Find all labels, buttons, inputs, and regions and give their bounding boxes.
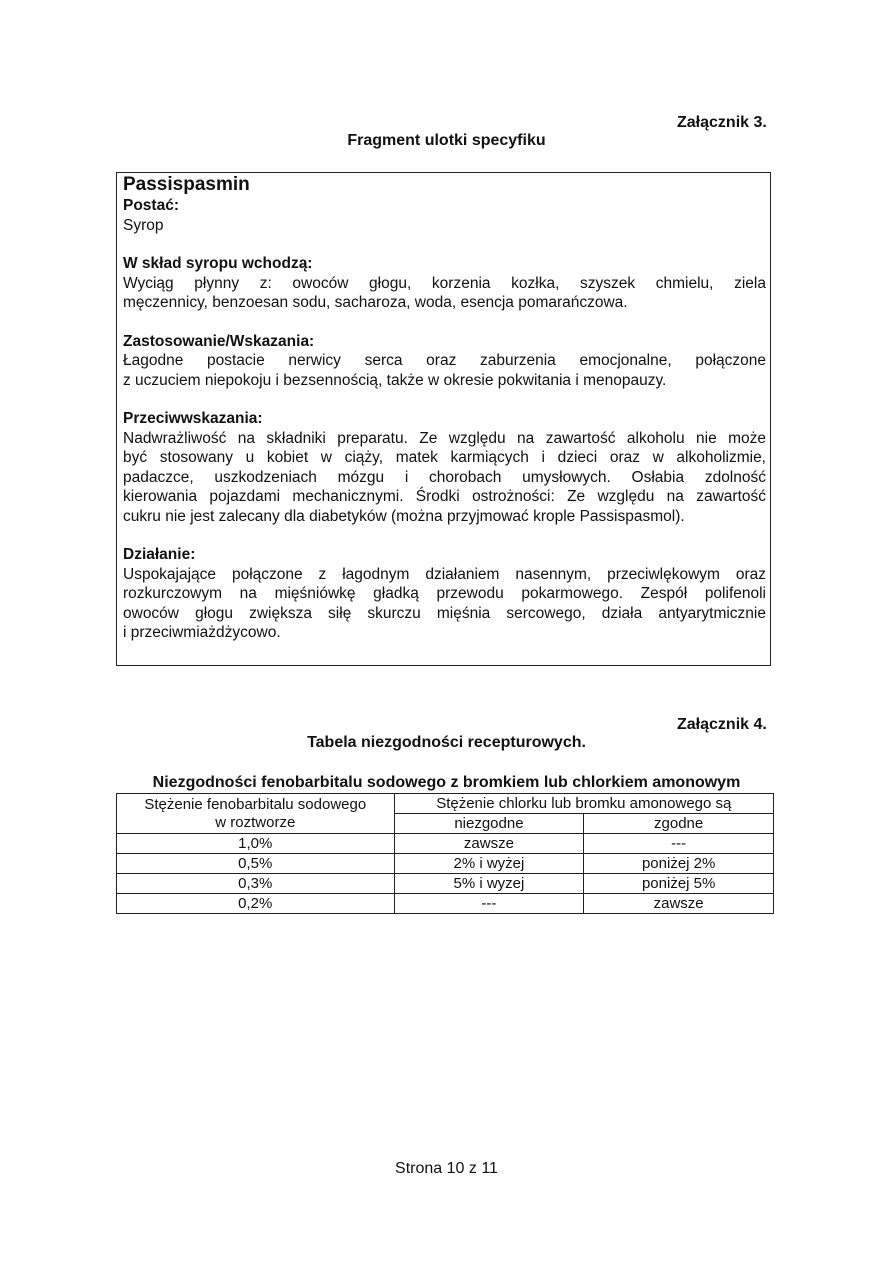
col-incompatible-header: niezgodne (394, 814, 584, 834)
cell-concentration: 0,2% (117, 894, 395, 914)
annex3-title: Fragment ulotki specyfiku (347, 132, 546, 149)
contraindications-line: Nadwrażliwość na składniki preparatu. Ze względu na zawartość alkoholu nie może (123, 429, 766, 447)
indications-line: z uczuciem niepokoju i bezsennością, także w okresie pokwitania i menopauzy. (123, 371, 667, 389)
table-row (117, 854, 774, 874)
page-number: Strona 10 z 11 (395, 1160, 498, 1177)
cell-incompatible: zawsze (394, 834, 584, 854)
leaflet-box (116, 172, 771, 666)
cell-compatible: poniżej 5% (584, 874, 774, 894)
action-heading: Działanie: (123, 546, 196, 563)
col-compatible-header: zgodne (584, 814, 774, 834)
col1-header (117, 794, 395, 834)
action-line: i przeciwmiażdżycowo. (123, 624, 281, 641)
action-line: owoców głogu zwiększa siłę skurczu mięśnia sercowego, działa antyarytmicznie (123, 604, 766, 622)
cell-incompatible: --- (394, 894, 584, 914)
composition-heading: W skład syropu wchodzą: (123, 255, 313, 272)
cell-incompatible: 5% i wyzej (394, 874, 584, 894)
cell-concentration: 1,0% (117, 834, 395, 854)
cell-incompatible: 2% i wyżej (394, 854, 584, 874)
contraindications-heading: Przeciwwskazania: (123, 410, 263, 427)
incompatibility-table (116, 793, 774, 914)
contraindications-line: padaczce, uszkodzeniach mózgu i chorobach umysłowych. Osłabia zdolność (123, 468, 766, 486)
composition-line: Wyciąg płynny z: owoców głogu, korzenia kozłka, szyszek chmielu, ziela (123, 274, 766, 292)
contraindications-line: kierowania pojazdami mechanicznymi. Środki ostrożności: Ze względu na zawartość (123, 488, 766, 505)
action-line: rozkurczowym na mięśniówkę gładką przewodu pokarmowego. Zespół polifenoli (123, 585, 766, 602)
composition-line: męczennicy, benzoesan sodu, sacharoza, woda, esencja pomarańczowa. (123, 294, 628, 311)
group-header: Stężenie chlorku lub bromku amonowego są (394, 794, 773, 814)
table-caption: Niezgodności fenobarbitalu sodowego z bromkiem lub chlorkiem amonowym (152, 774, 741, 791)
cell-compatible: poniżej 2% (584, 854, 774, 874)
cell-compatible: zawsze (584, 894, 774, 914)
cell-concentration: 0,3% (117, 874, 395, 894)
action-line: Uspokajające połączone z łagodnym działaniem nasennym, przeciwlękowym oraz (123, 565, 766, 583)
cell-concentration: 0,5% (117, 854, 395, 874)
indications-heading: Zastosowanie/Wskazania: (123, 332, 315, 350)
table-row (117, 894, 774, 914)
contraindications-line: cukru nie jest zalecany dla diabetyków (można przyjmować krople Passispasmol). (123, 507, 685, 525)
table-row (117, 874, 774, 894)
col1-header-line: Stężenie fenobarbitalu sodowego (144, 795, 367, 813)
indications-line: Łagodne postacie nerwicy serca oraz zaburzenia emocjonalne, połączone (123, 352, 766, 369)
annex4-label: Załącznik 4. (677, 716, 767, 733)
contraindications-line: być stosowany u kobiet w ciąży, matek karmiących i dzieci oraz w alkoholizmie, (123, 449, 766, 466)
drug-name: Passispasmin (123, 174, 250, 195)
form-value: Syrop (123, 216, 164, 234)
table-row (117, 834, 774, 854)
annex3-label: Załącznik 3. (677, 114, 767, 131)
annex4-title: Tabela niezgodności recepturowych. (307, 734, 586, 751)
cell-compatible: --- (584, 834, 774, 854)
form-heading: Postać: (123, 197, 179, 214)
col1-header-line: w roztworze (215, 813, 296, 831)
